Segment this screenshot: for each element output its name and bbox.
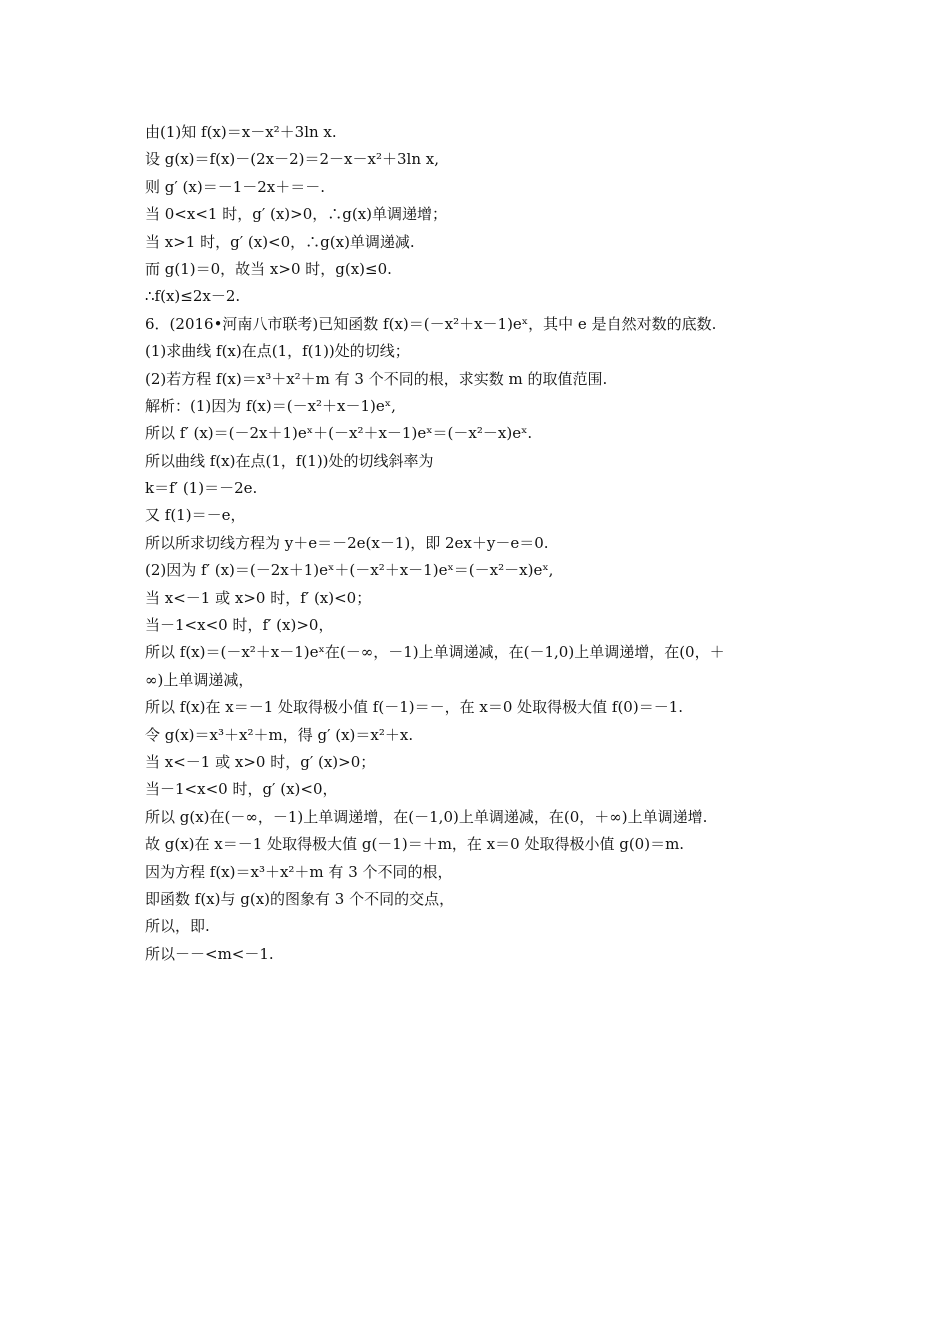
text-line: 当 x<－1 或 x>0 时，f′ (x)<0； xyxy=(145,588,372,607)
text-line: 所以曲线 f(x)在点(1，f(1))处的切线斜率为 xyxy=(145,451,434,470)
text-line: 当 0<x<1 时，g′ (x)>0，∴g(x)单调递增； xyxy=(145,205,448,224)
text-line: ∞)上单调递减， xyxy=(145,670,254,689)
text-line: 所以所求切线方程为 y＋e＝－2e(x－1)，即 2ex＋y－e＝0. xyxy=(145,533,549,552)
text-line: (1)求曲线 f(x)在点(1，f(1))处的切线； xyxy=(145,342,410,361)
text-line: 所以－－<m<－1. xyxy=(145,944,274,963)
problem-heading: 6．(2016•河南八市联考)已知函数 f(x)＝(－x²＋x－1)eˣ，其中 e 是自然对数的底数. xyxy=(145,314,717,333)
text-line: 又 f(1)＝－e， xyxy=(145,506,246,525)
text-line: 令 g(x)＝x³＋x²＋m，得 g′ (x)＝x²＋x. xyxy=(145,725,414,744)
text-line: 所以 f′ (x)＝(－2x＋1)eˣ＋(－x²＋x－1)eˣ＝(－x²－x)eˣ. xyxy=(145,424,533,443)
text-line: (2)因为 f′ (x)＝(－2x＋1)eˣ＋(－x²＋x－1)eˣ＝(－x²－x)eˣ, xyxy=(145,561,554,580)
text-line: 当－1<x<0 时，g′ (x)<0， xyxy=(145,780,338,799)
text-line: 所以，即. xyxy=(145,917,210,936)
text-line: k＝f′ (1)＝－2e. xyxy=(145,479,258,498)
text-line: 故 g(x)在 x＝－1 处取得极大值 g(－1)＝＋m，在 x＝0 处取得极小值 g(0)＝m. xyxy=(145,835,685,854)
text-line: 则 g′ (x)＝－1－2x＋＝－. xyxy=(145,177,326,196)
text-line: 所以 g(x)在(－∞，－1)上单调递增，在(－1,0)上单调递减，在(0，＋∞)上单调递增. xyxy=(145,807,708,826)
text-line: 当 x>1 时，g′ (x)<0，∴g(x)单调递减. xyxy=(145,232,415,251)
text-line: 解析：(1)因为 f(x)＝(－x²＋x－1)eˣ, xyxy=(145,396,396,415)
text-line: 所以 f(x)在 x＝－1 处取得极小值 f(－1)＝－，在 x＝0 处取得极大值 f(0)＝－1. xyxy=(145,698,684,717)
text-line: 设 g(x)＝f(x)－(2x－2)＝2－x－x²＋3ln x, xyxy=(145,150,439,169)
text-line: 由(1)知 f(x)＝x－x²＋3ln x. xyxy=(145,123,337,141)
text-line: 所以 f(x)＝(－x²＋x－1)eˣ在(－∞，－1)上单调递减，在(－1,0)上单调递增，在(0，＋ xyxy=(145,643,725,662)
text-line: 当 x<－1 或 x>0 时，g′ (x)>0； xyxy=(145,752,376,771)
text-line: 即函数 f(x)与 g(x)的图象有 3 个不同的交点， xyxy=(145,889,455,908)
text-line: 因为方程 f(x)＝x³＋x²＋m 有 3 个不同的根， xyxy=(145,862,453,881)
text-line: 而 g(1)＝0，故当 x>0 时，g(x)≤0. xyxy=(145,259,392,278)
text-line: ∴f(x)≤2x－2. xyxy=(145,287,241,306)
text-line: 当－1<x<0 时，f′ (x)>0， xyxy=(145,616,334,635)
text-line: (2)若方程 f(x)＝x³＋x²＋m 有 3 个不同的根，求实数 m 的取值范围. xyxy=(145,369,608,388)
solution-text xyxy=(145,119,810,968)
